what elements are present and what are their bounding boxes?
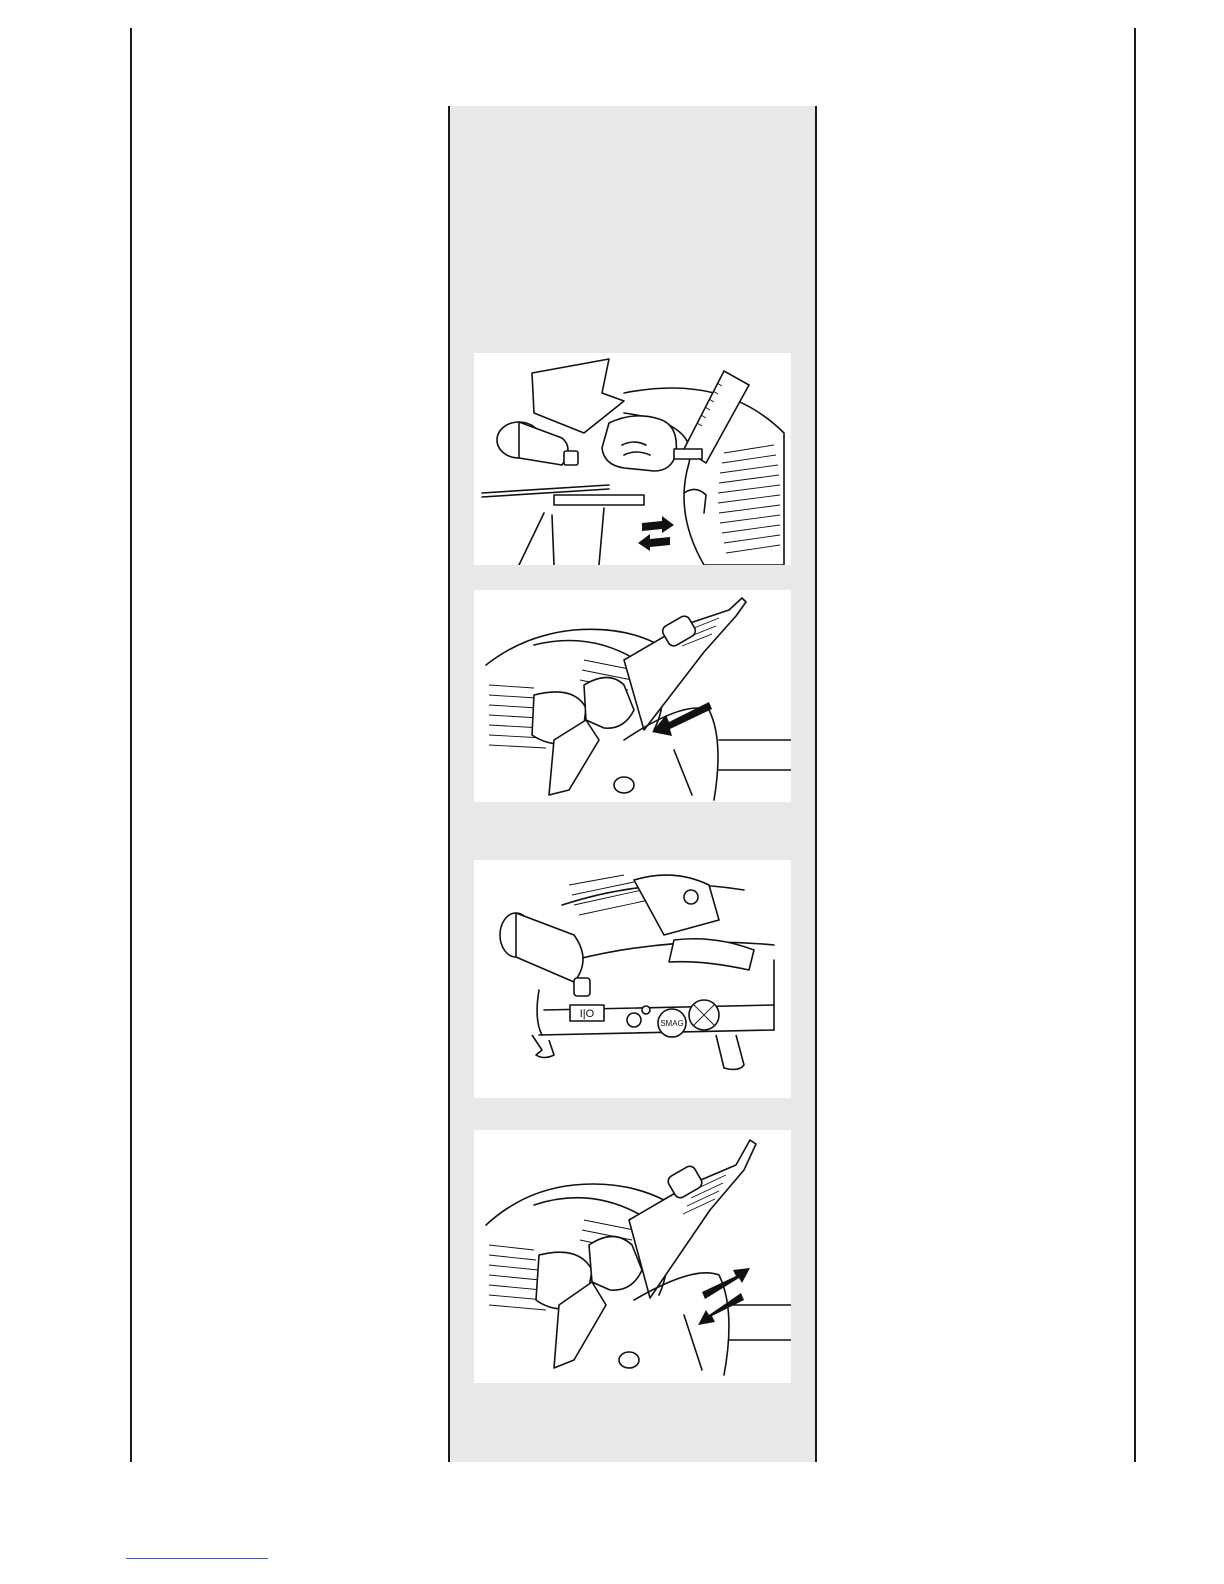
left-margin-rule [130,28,132,1462]
slicer-control-panel-illustration [474,860,791,1098]
right-margin-rule [1134,28,1136,1462]
smag-logo: SMAG [660,1019,684,1028]
switch-label: I|O [579,1008,595,1020]
footer-link-rule [126,1558,268,1559]
hand-guard-slider-illustration [474,353,791,565]
carriage-sliding-illustration [474,1130,791,1383]
carriage-removal-illustration [474,590,791,802]
